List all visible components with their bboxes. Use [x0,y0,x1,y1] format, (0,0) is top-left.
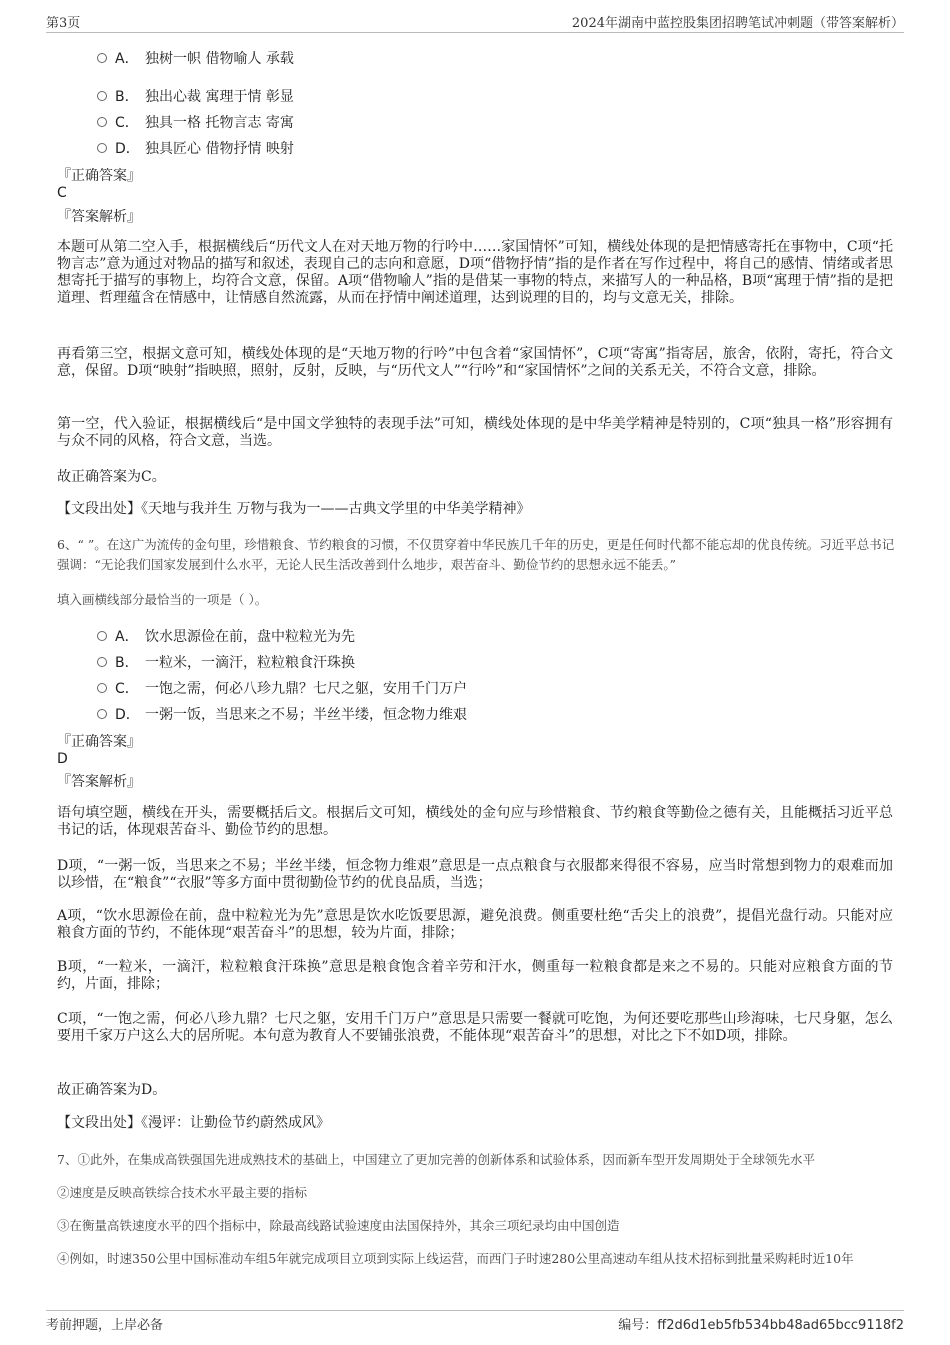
q6-analysis-paragraph: D项，“一粥一饭，当思来之不易；半丝半缕，恒念物力维艰”意思是一点点粮食与衣服都来得很不容易，应当时常想到物力的艰难而加以珍惜，在“粮食”“衣服”等多方面中贯彻勤俭节约的优良品质，当选； [57,858,893,891]
q5-option-c[interactable]: C． 独具一格 托物言志 寄寓 [97,112,294,132]
q6-option-a[interactable]: A． 饮水思源俭在前，盘中粒粒光为先 [97,626,355,646]
document-id: 编号：ff2d6d1eb5fb534bb48ad65bcc9118f2 [618,1318,904,1333]
q6-analysis-paragraph: C项，“一饱之需，何必八珍九鼎？七尺之躯，安用千门万户”意思是只需要一餐就可吃饱，为何还要吃那些山珍海味，七尺身躯，怎么要用千家万户这么大的居所呢。本句意为教育人不要铺张浪费，不能体现“艰苦奋斗”的思想，对比之下不如D项，排除。 [57,1011,893,1044]
q5-analysis-conclusion: 故正确答案为C。 [57,469,166,485]
q6-option-b[interactable]: B． 一粒米，一滴汗，粒粒粮食汗珠换 [97,652,355,672]
page-header [46,12,904,32]
radio-icon[interactable] [97,53,107,63]
radio-icon[interactable] [97,91,107,101]
q6-analysis-paragraph: B项，“一粒米，一滴汗，粒粒粮食汗珠换”意思是粮食饱含着辛劳和汗水，侧重每一粒粮食都是来之不易的。只能对应粮食方面的节约，片面，排除； [57,959,893,992]
q6-source: 【文段出处】《漫评：让勤俭节约蔚然成风》 [57,1115,330,1131]
q5-analysis-label: 『答案解析』 [57,209,141,225]
q6-analysis-paragraph: A项，“饮水思源俭在前，盘中粒粒光为先”意思是饮水吃饭要思源，避免浪费。侧重要杜绝“舌尖上的浪费”，提倡光盘行动。只能对应粮食方面的节约，不能体现“艰苦奋斗”的思想，较为片面，排除； [57,908,893,941]
q5-answer-label: 『正确答案』 [57,168,141,184]
radio-icon[interactable] [97,683,107,693]
q5-analysis-paragraph: 第一空，代入验证，根据横线后“是中国文学独特的表现手法”可知，横线处体现的是中华美学精神是特别的，C项“独具一格”形容拥有与众不同的风格，符合文意，当选。 [57,416,893,449]
radio-icon[interactable] [97,117,107,127]
q6-analysis-paragraph: 语句填空题，横线在开头，需要概括后文。根据后文可知，横线处的金句应与珍惜粮食、节约粮食等勤俭之德有关，且能概括习近平总书记的话，体现艰苦奋斗、勤俭节约的思想。 [57,805,893,838]
q6-option-d[interactable]: D． 一粥一饭，当思来之不易；半丝半缕，恒念物力维艰 [97,704,467,724]
q5-option-b[interactable]: B． 独出心裁 寓理于情 彰显 [97,86,294,106]
q5-source: 【文段出处】《天地与我并生 万物与我为一——古典文学里的中华美学精神》 [57,501,531,517]
header-divider [46,32,904,33]
q6-analysis-label: 『答案解析』 [57,774,141,790]
q7-sentence-4: ④例如，时速350公里中国标准动车组5年就完成项目立项到实际上线运营，而西门子时速280公里高速动车组从技术招标到批量采购耗时近10年 [57,1251,854,1266]
q5-analysis-paragraph: 再看第三空，根据文意可知，横线处体现的是“天地万物的行吟”中包含着“家国情怀”，C项“寄寓”指寄居，旅舍，依附，寄托，符合文意，保留。D项“映射”指映照，照射，反射，反映，与“历代文人”“行吟”和“家国情怀”之间的关系无关，不符合文意，排除。 [57,346,893,379]
q7-sentence-3: ③在衡量高铁速度水平的四个指标中，除最高线路试验速度由法国保持外，其余三项纪录均由中国创造 [57,1218,620,1233]
page-number: 第3页 [46,16,81,31]
q7-sentence-2: ②速度是反映高铁综合技术水平最主要的指标 [57,1185,308,1200]
q7-sentence-1: 7、①此外，在集成高铁强国先进成熟技术的基础上，中国建立了更加完善的创新体系和试验体系，因而新车型开发周期处于全球领先水平 [57,1152,815,1167]
footer-slogan: 考前押题，上岸必备 [46,1318,164,1333]
radio-icon[interactable] [97,631,107,641]
radio-icon[interactable] [97,657,107,667]
radio-icon[interactable] [97,143,107,153]
document-title: 2024年湖南中蓝控股集团招聘笔试冲刺题（带答案解析） [571,16,904,31]
q6-stem: 6、“ ”。在这广为流传的金句里，珍惜粮食、节约粮食的习惯，不仅贯穿着中华民族几千年的历史，更是任何时代都不能忘却的优良传统。习近平总书记强调：“无论我们国家发展到什么水平，无论人民生活改善到什么地步，艰苦奋斗、勤俭节约的思想永远不能丢。” [57,537,895,572]
q5-option-a[interactable]: A． 独树一帜 借物喻人 承载 [97,48,294,68]
q6-option-c[interactable]: C． 一饱之需，何必八珍九鼎？七尺之躯，安用千门万户 [97,678,467,698]
radio-icon[interactable] [97,709,107,719]
q6-analysis-conclusion: 故正确答案为D。 [57,1082,167,1098]
q6-prompt: 填入画横线部分最恰当的一项是（ ）。 [57,592,268,607]
q5-analysis-paragraph: 本题可从第二空入手，根据横线后“历代文人在对天地万物的行吟中……家国情怀”可知，横线处体现的是把情感寄托在事物中，C项“托物言志”意为通过对物品的描写和叙述，表现自己的志向和意愿，D项“借物抒情”指的是作者在写作过程中，将自己的感情、情绪或者思想寄托于描写的事物上，均符合文意，保留。A项“借物喻人”指的是借某一事物的特点，来描写人的一种品格，B项“寓理于情”指的是把道理、哲理蕴含在情感中，让情感自然流露，从而在抒情中阐述道理，达到说理的目的，均与文意无关，排除。 [57,239,893,306]
q5-option-d[interactable]: D． 独具匠心 借物抒情 映射 [97,138,294,158]
q6-answer: D [57,751,68,767]
footer-divider [46,1310,904,1311]
q6-answer-label: 『正确答案』 [57,734,141,750]
q5-answer: C [57,185,67,201]
